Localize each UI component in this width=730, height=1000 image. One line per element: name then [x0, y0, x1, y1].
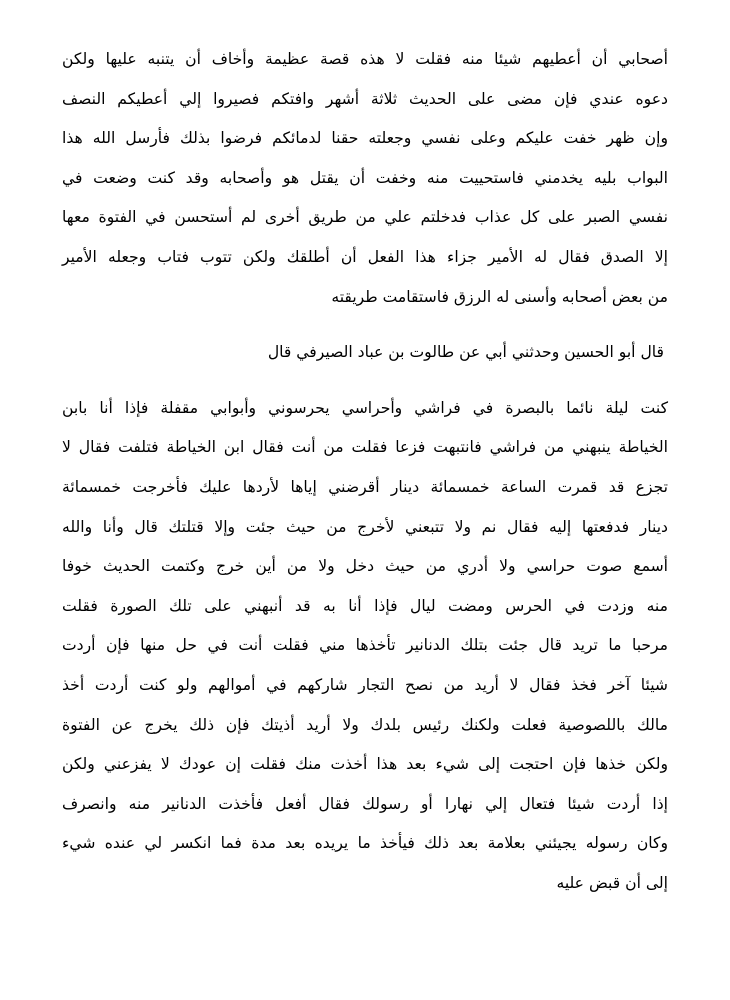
paragraph-2 [62, 333, 668, 373]
text-line: من بعض أصحابه وأسنى له الرزق فاستقامت طريقته [331, 287, 668, 306]
text-line: الخياطة ينبهني من فراشي فانتبهت فزعا فقلت من أنت فقال ابن الخياطة فتلفت فقال لا [62, 438, 668, 457]
text-line: أسمع صوت حراسي ولا أدري من حيث دخل ولا من أين خرج وكتمت الحديث خوفا [62, 557, 668, 576]
text-line: دينار فدفعتها إليه فقال نم ولا تتبعني لأخرج من حيث جئت وإلا قتلتك قال وأنا والله [62, 517, 668, 536]
text-line: وكان رسوله يجيئني بعلامة بعد ذلك فيأخذ ما يريده بعد مدة فما انكسر لي عنده شيء [62, 834, 668, 853]
text-line: ولكن خذها فإن احتجت إلى شيء بعد هذا أخذت منك فقلت إن عودك لا يفزعني ولكن [62, 755, 668, 774]
paragraph-3 [62, 389, 668, 904]
text-line: إذا أردت شيئا فتعال إلي نهارا أو رسولك فقال أفعل فأخذت الدنانير منه وانصرف [62, 794, 668, 813]
text-line: منه وزدت في الحرس ومضت ليال فإذا أنا به قد أنبهني على تلك الصورة فقلت [62, 596, 668, 615]
text-line: دعوه عندي فإن مضى على الحديث ثلاثة أشهر وافتكم فصيروا إلي أعطيكم النصف [62, 89, 668, 108]
text-line: مالك باللصوصية فعلت ولكنك رئيس بلدك ولا أريد أذيتك فإن ذلك يخرج عن الفتوة [62, 715, 668, 734]
text-line: أصحابي أن أعطيهم شيئا منه فقلت لا هذه قصة عظيمة وأخاف أن يتنبه عليها ولكن [62, 50, 668, 68]
paragraph-1 [62, 40, 668, 317]
text-line: شيئا آخر فخذ فقال لا أريد من نصح التجار شاركهم في أموالهم ولو كنت أردت أخذ [62, 675, 668, 694]
text-line: تجزع قد قمرت الساعة خمسمائة دينار أقرضني إياها لأردها عليك فأخرجت خمسمائة [62, 477, 668, 496]
text-line: قال أبو الحسين وحدثني أبي عن طالوت بن عباد الصيرفي قال [267, 343, 664, 362]
text-line: كنت ليلة نائما بالبصرة في فراشي وأحراسي يحرسوني وأبوابي مقفلة فإذا أنا بابن [62, 398, 668, 417]
text-line: وإن ظهر خفت عليكم وعلى نفسي وجعلته حقنا لدمائكم فرضوا بذلك فأرسل الله هذا [62, 129, 668, 148]
text-line: نفسي الصبر على كل عذاب فدخلتم علي من طريق أخرى لم أستحسن في الفتوة معها [62, 208, 668, 227]
text-line: البواب بليه يخدمني فاستحييت منه وخفت أن يقتل هو وأصحابه وقد كنت وضعت في [62, 168, 668, 187]
text-line: إلا الصدق فقال له الأمير جزاء هذا الفعل أن أطلقك ولكن تتوب فتاب وجعله الأمير [62, 247, 668, 266]
text-line: إلى أن قبض عليه [556, 873, 668, 892]
text-line: مرحبا ما تريد قال جئت بتلك الدنانير تأخذها مني فقلت أنت في حل منها فإن أردت [62, 636, 668, 655]
